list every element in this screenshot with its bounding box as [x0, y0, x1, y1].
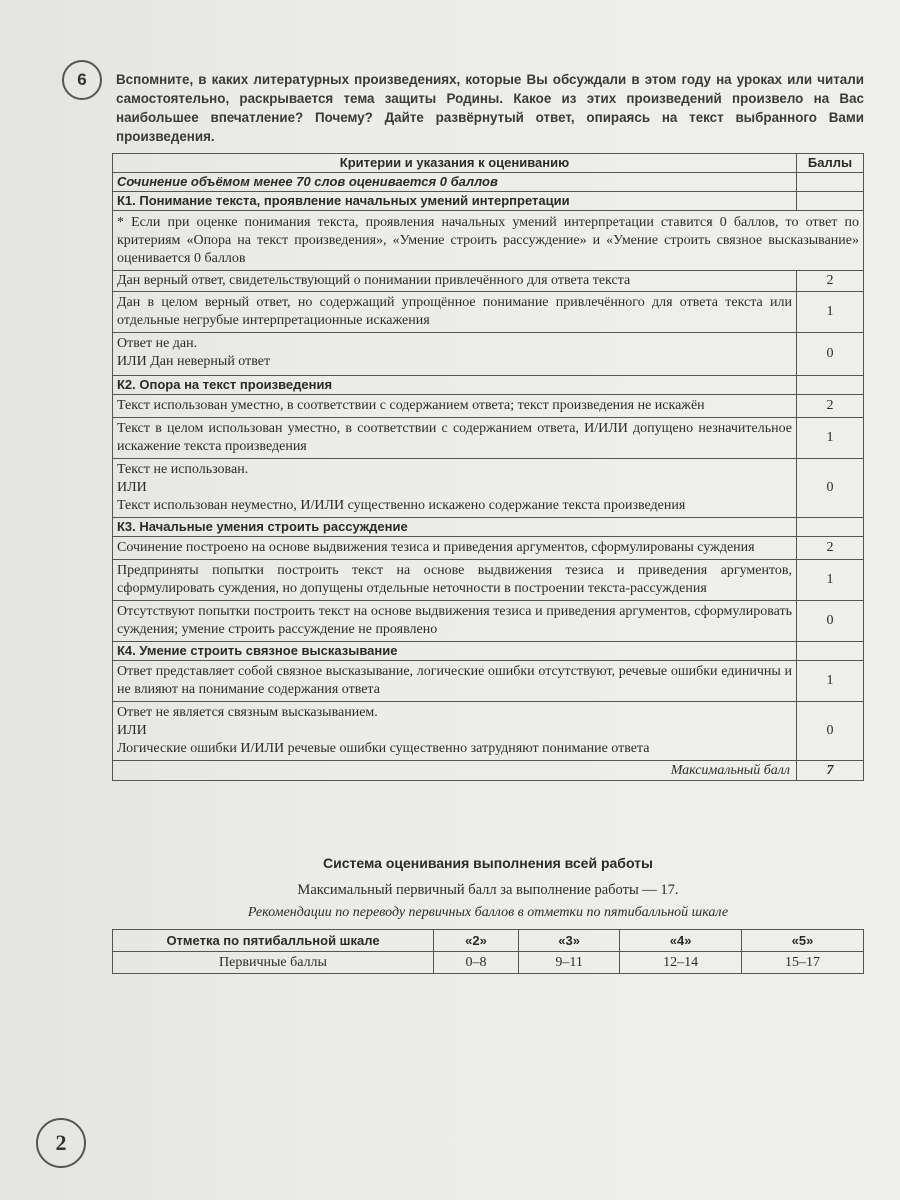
max-score-value: 7 — [797, 761, 864, 781]
grade-3-header: «3» — [519, 930, 620, 952]
grade-5-header: «5» — [742, 930, 864, 952]
grade-2-header: «2» — [434, 930, 519, 952]
k3-title: К3. Начальные умения строить рассуждение — [113, 518, 797, 537]
criterion-line: ИЛИ — [117, 723, 147, 738]
points-cell: 0 — [797, 333, 864, 376]
points-cell: 2 — [797, 271, 864, 292]
table-row — [113, 661, 864, 702]
k4-title-row — [113, 642, 864, 661]
k1-title: К1. Понимание текста, проявление начальных умений интерпретации — [113, 192, 797, 211]
k1-note-row — [113, 211, 864, 271]
grade-3-range: 9–11 — [519, 952, 620, 974]
task-number-badge: 6 — [62, 60, 102, 100]
grade-scale-header-row — [113, 930, 864, 952]
criterion-text: Дан верный ответ, свидетельствующий о понимании привлечённого для ответа текста — [113, 271, 797, 292]
table-row — [113, 560, 864, 601]
scale-header-label: Отметка по пятибалльной шкале — [113, 930, 434, 952]
table-row — [113, 418, 864, 459]
points-header: Баллы — [797, 154, 864, 173]
system-title: Система оценивания выполнения всей работы — [323, 855, 653, 871]
table-row — [113, 395, 864, 418]
criterion-text: Дан в целом верный ответ, но содержащий упрощённое понимание привлечённого для ответа текста или отдельные негрубые интерпретационные искажения — [113, 292, 797, 333]
criterion-line: Логические ошибки И/ИЛИ речевые ошибки существенно затрудняют понимание ответа — [117, 741, 650, 756]
task-question: Вспомните, в каких литературных произведениях, которые Вы обсуждали в этом году на уроках или читали самостоятельно, раскрывается тема защиты Родины. Какое из этих произведений произвело на Вас наибольшее впечатление? Почему? Дайте развёрнутый ответ, опираясь на текст выбранного Вами произведения. — [116, 72, 864, 144]
max-score-row — [113, 761, 864, 781]
table-row — [113, 333, 864, 376]
criterion-line: Текст не использован. — [117, 462, 249, 477]
criterion-text — [113, 333, 797, 376]
criterion-text: Ответ представляет собой связное высказывание, логические ошибки отсутствуют, речевые ошибки единичны и не влияют на понимание содержания ответа — [113, 661, 797, 702]
grade-5-range: 15–17 — [742, 952, 864, 974]
criterion-line: Текст использован неуместно, И/ИЛИ существенно искажено содержание текста произведения — [117, 498, 686, 513]
criteria-header: Критерии и указания к оцениванию — [113, 154, 797, 173]
grade-scale-row — [113, 952, 864, 974]
points-cell: 0 — [797, 601, 864, 642]
conversion-recommendation: Рекомендации по переводу первичных баллов в отметки по пятибалльной шкале — [247, 905, 729, 920]
max-score-label: Максимальный балл — [113, 761, 797, 781]
k1-title-row — [113, 192, 864, 211]
table-row — [113, 271, 864, 292]
criterion-line: Ответ не является связным высказыванием. — [117, 705, 378, 720]
criterion-text: Отсутствуют попытки построить текст на основе выдвижения тезиса и приведения аргументов, сформулировать суждения; умение строить рассуждение не проявлено — [113, 601, 797, 642]
grade-scale-table — [112, 929, 864, 974]
table-row — [113, 537, 864, 560]
k2-title: К2. Опора на текст произведения — [113, 376, 797, 395]
points-cell — [797, 518, 864, 537]
points-cell — [797, 376, 864, 395]
min-words-row — [113, 173, 864, 192]
criteria-header-row — [113, 154, 864, 173]
criterion-text: Текст в целом использован уместно, в соответствии с содержанием ответа, И/ИЛИ допущено незначительное искажение текста произведения — [113, 418, 797, 459]
table-row — [113, 459, 864, 518]
grade-2-range: 0–8 — [434, 952, 519, 974]
criterion-text — [113, 459, 797, 518]
max-primary-score: Максимальный первичный балл за выполнение работы — 17. — [297, 882, 679, 898]
points-cell: 1 — [797, 418, 864, 459]
criterion-text — [113, 702, 797, 761]
primary-points-label: Первичные баллы — [113, 952, 434, 974]
criterion-line: ИЛИ Дан неверный ответ — [117, 354, 271, 369]
table-row — [113, 292, 864, 333]
criterion-text: Текст использован уместно, в соответствии с содержанием ответа; текст произведения не искажён — [113, 395, 797, 418]
table-row — [113, 601, 864, 642]
min-words-note: Сочинение объёмом менее 70 слов оценивается 0 баллов — [113, 173, 797, 192]
points-cell: 0 — [797, 459, 864, 518]
criterion-text: Предприняты попытки построить текст на основе выдвижения тезиса и приведения аргументов, сформулировать суждения, но допущены отдельные неточности в построении текста-рассуждения — [113, 560, 797, 601]
k4-title: К4. Умение строить связное высказывание — [113, 642, 797, 661]
page-number: 2 — [36, 1118, 86, 1168]
points-cell: 0 — [797, 702, 864, 761]
points-cell: 1 — [797, 292, 864, 333]
grade-4-range: 12–14 — [620, 952, 742, 974]
points-cell: 2 — [797, 395, 864, 418]
criterion-line: ИЛИ — [117, 480, 147, 495]
k3-title-row — [113, 518, 864, 537]
points-cell: 1 — [797, 560, 864, 601]
points-cell — [797, 642, 864, 661]
criterion-line: Ответ не дан. — [117, 336, 198, 351]
points-cell — [797, 192, 864, 211]
points-cell — [797, 173, 864, 192]
points-cell: 2 — [797, 537, 864, 560]
grade-4-header: «4» — [620, 930, 742, 952]
k1-note: * Если при оценке понимания текста, проявления начальных умений интерпретации ставится 0 баллов, то ответ по критериям «Опора на текст произведения», «Умение строить рассуждение» и «Умение строить связное высказывание» оценивается 0 баллов — [113, 211, 864, 271]
table-row — [113, 702, 864, 761]
points-cell: 1 — [797, 661, 864, 702]
criteria-table — [112, 153, 864, 781]
criterion-text: Сочинение построено на основе выдвижения тезиса и приведения аргументов, сформулированы суждения — [113, 537, 797, 560]
k2-title-row — [113, 376, 864, 395]
